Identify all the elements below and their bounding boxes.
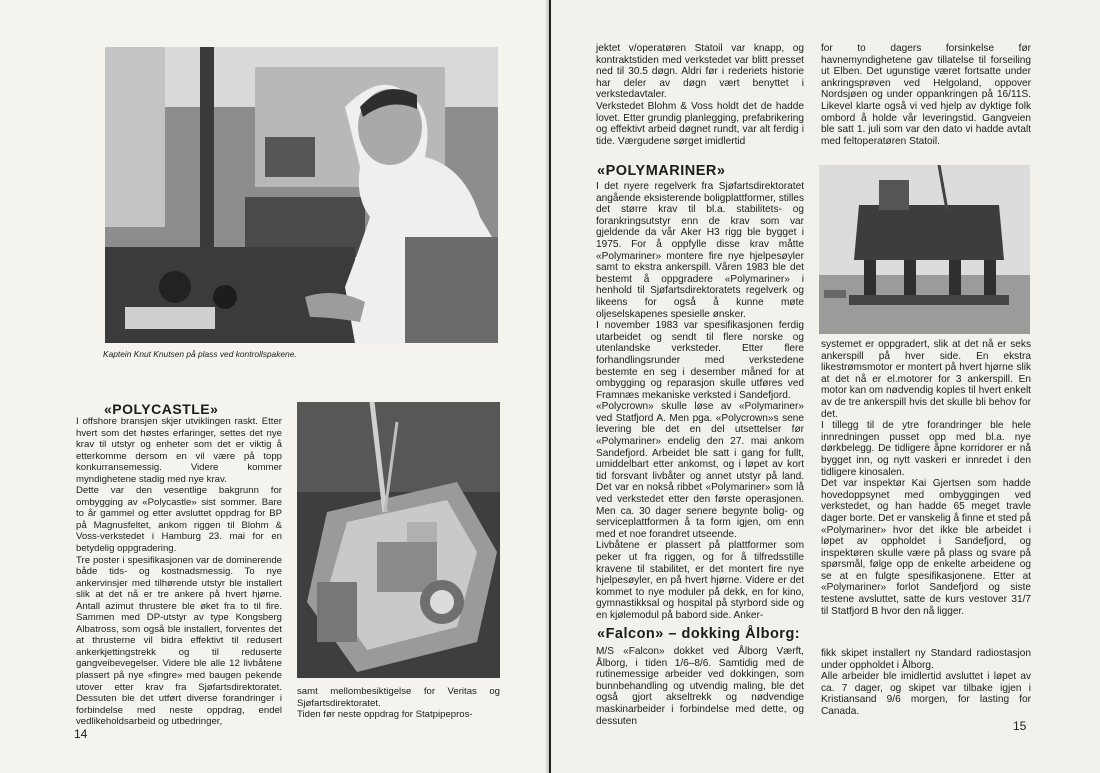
body-text-polymariner: I det nyere regelverk fra Sjøfartsdirektoratet angående eksisterende boligplattformer, stilles det større krav til bl.a. stabilitets- og forankringsutstyr enn de krav som var gjeldende da vår Aker H3 rigg ble bygget i 1975. For å oppfylle disse krav måtte «Polymariner» montere fire nye hjelpesøyler samt to ekstra ankerspill. Våren 1983 ble det bestemt å oppgradere «Polymariner» i henhold til Sjøfartsdirektoratets regelverk og likeens for også å kunne møte oljeselskapenes spesielle ønsker. I november 1983 var spesifikasjonen ferdig utarbeidet og sendt til flere norske og utenlandske verksteder. Etter flere forhandlingsrunder med verkstedene bestemte en seg i desember måned for at ombygging og reparasjon skulle utføres ved Framnæs mekaniske verksted i Sandefjord. «Polycrown» skulle løse av «Polymariner» ved Statfjord A. Men pga. «Polycrown»s sene levering ble det en del utsettelser før «Polymariner» endelig den 27. mai ankom Sandefjord. Arbeidet ble satt i gang for fullt, umiddelbart etter ankomst, og i løpet av kort tid forsvant livbåter og annet utstyr på land. Det var en nokså ribbet «Polymariner» som lå ved verkstedet etter den første operasjonen. Men ca. 30 dager senere begynte bolig- og serviceplattformen å ta form igjen, om enn med et noe forandret utseende. Livbåtene er plassert på plattformer som peker ut fra riggen, og for å tilfredsstille kravene til stabilitet, er det montert fire nye hjelpesøyler, en på hvert hjørne. Videre er det kommet to nye moduler på dekk, en for kino, gymnastikksal og hospital på styrbord side og en kjølemodul på babord side. Anker-	[596, 181, 804, 621]
body-text-polymariner-cont: systemet er oppgradert, slik at det nå er seks ankerspill på hver side. En ekstra likestrømsmotor er montert på hvert hjørne slik at det nå er el.motorer for 3 ankerspill. En motor kan om nødvendig koples til hvert enkelt av de tre ankerspill hvis det skulle bli behov for det. I tillegg til de ytre forandringer ble hele innredningen pusset opp med bl.a. nye dørkbelegg. De tidligere åpne korridorer er nå bygget inn, og nytt vaskeri er innredet i den tidligere kinosalen. Det var inspektør Kai Gjertsen som hadde hovedoppsynet med ombyggingen ved verkstedet, og han hadde 65 meget travle dager borte. Det er vanskelig å finne et sted på «Polymariner» hvor det ikke ble arbeidet i løpet av oppholdet i Sandefjord, og inspektøren skulle være på plass og svare på spørsmål, følge opp de enkelte arbeidene og se at en fulgte spesifikasjonene. Etter at «Polymariner» forlot Sandefjord og siste testene avsluttet, satte de kurs vestover 31/7 til Statfjord B hvor den nå ligger.	[821, 339, 1031, 617]
body-text-polycastle: I offshore bransjen skjer utviklingen raskt. Etter hvert som det høstes erfaringer, settes det nye krav til utstyr og enheter som det er viktig å etterkomme dersom en vil være på topp konkurransemessig. Videre kommer myndighetene stadig med nye krav. Dette var den vesentlige bakgrunn for ombygging av «Polycastle» sist sommer. Bare to år gammel og etter avsluttet oppdrag for BP på Magnusfeltet, ankom riggen til Blohm & Voss-verkstedet i Hamburg 23. mai for en betydelig oppgradering. Tre poster i spesifikasjonen var de dominerende både tids- og kostnadsmessig. To nye ankervinsjer med tilhørende utstyr ble installert slik at det nå er tre ankere på hvert hjørne. Antall azimut thrustere ble øket fra to til fire. Sammen med DP-utstyr av type Kongsberg Albatross, som også ble installert, forventes det at thrusterne vil bidra effektivt til redusert ankerkjettingstrekk og til reduserte gangveibevegelser. Videre ble alle 12 livbåtene plassert på nye «fingre» med baugen pekende utover etter krav fra Sjøfartsdirektoratet. Dessuten ble det utført diverse forandringer i forbindelse med neste oppdrag, endel vedlikeholdsarbeid og utbedringer,	[76, 416, 282, 728]
section-title-falcon: «Falcon» – dokking Ålborg:	[597, 626, 801, 642]
body-text-polycastle-cont: samt mellombesiktigelse for Veritas og Sjøfartsdirektoratet. Tiden før neste oppdrag for Statpipepros-	[297, 686, 500, 721]
body-text-polycastle-end-2: for to dagers forsinkelse før havnemyndighetene gav tillatelse til forseiling ut Elben. Det ugunstige været fortsatte under ankringsprøven ved Helgoland, oppover Nordsjøen og under oppankringen på 16/11S. Likevel klarte også vi ved hjelp av dyktige folk ombord å holde vår leveringstid. Gangveien ble satt 1. juli som var den dato vi hadde avtalt med feltoperatøren Statoil.	[821, 43, 1031, 147]
left-page	[0, 0, 549, 773]
page-number-right: 15	[1013, 719, 1027, 733]
body-text-polycastle-end: jektet v/operatøren Statoil var knapp, og kontraktstiden med verkstedet var blitt presset ned til 30.5 døgn. Aldri før i rederiets historie har deler av døgn vært benyttet i verkstedavtaler. Verkstedet Blohm & Voss holdt det de hadde lovet. Etter grundig planlegging, prefabrikering og effektivt arbeid døgnet rundt, var alt ferdig i tide. Værgudene sørget imidlertid	[596, 43, 804, 147]
photo-captain-at-controls	[105, 47, 498, 343]
section-title-polymariner: «POLYMARINER»	[597, 163, 726, 179]
page-number-left: 14	[74, 727, 88, 741]
body-text-falcon: M/S «Falcon» dokket ved Ålborg Værft, Ålborg, i tiden 1/6–8/6. Samtidig med de rutinemessige arbeider ved dokkingen, som bunnbehandling og utvendig maling, ble det også gjort akseltrekk og nødvendige maskinarbeider i forbindelse med dette, og dessuten	[596, 646, 804, 727]
photo-polycastle-aerial	[297, 402, 500, 678]
body-text-falcon-cont: fikk skipet installert ny Standard radiostasjon under oppholdet i Ålborg. Alle arbeider ble imidlertid avsluttet i løpet av ca. 7 dager, og skipet var tilbake igjen i Kristiansand 9/6 morgen, for lasting for Canada.	[821, 648, 1031, 717]
photo-polymariner	[819, 165, 1030, 334]
section-title-polycastle: «POLYCASTLE»	[104, 401, 219, 417]
right-page	[551, 0, 1100, 773]
photo-caption: Kaptein Knut Knutsen på plass ved kontrollspakene.	[103, 349, 297, 359]
